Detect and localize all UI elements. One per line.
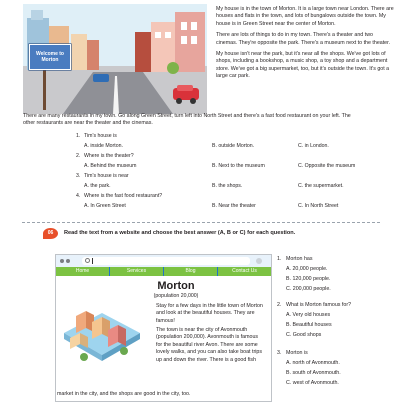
welcome-sign-text: Welcome to Morton: [36, 51, 64, 63]
option-c[interactable]: C. the supermarket.: [298, 183, 344, 189]
option-a[interactable]: A. 20,000 people.: [286, 266, 328, 272]
question-item: [277, 300, 397, 350]
question-item: [76, 193, 376, 213]
question-item: [277, 350, 397, 394]
exercise-badge: [43, 228, 58, 239]
nav-blog[interactable]: Blog: [163, 267, 217, 276]
question-item: [76, 153, 376, 173]
option-c[interactable]: C. in London.: [298, 143, 329, 149]
passage-paragraph-4: There are many restaurants in my town. Go along Green Street, turn left into North Street and there's a fast food restaurant on your left. The other restaurants are near the theater and the cinemas.: [23, 113, 351, 127]
passage-paragraph-1: My house is in the town of Morton. It is a large town near London. There are houses and flats in the town, and lots of bungalows outside the town. My house is in Green Street near the center of Morton.: [216, 6, 394, 27]
browser-dot-icon: [60, 259, 64, 263]
option-b[interactable]: B. Beautiful houses: [286, 322, 332, 328]
question-number: 2.: [277, 302, 282, 308]
site-subtitle: (population 20,000): [153, 293, 199, 299]
question-list-2: [277, 256, 397, 394]
option-a[interactable]: A. Behind the museum: [84, 163, 137, 169]
nav-contact[interactable]: Contact Us: [217, 267, 271, 276]
question-text: Tim's house is near: [84, 173, 129, 179]
option-c[interactable]: C. Opposite the museum: [298, 163, 356, 169]
option-b[interactable]: B. south of Avonmouth.: [286, 370, 341, 376]
passage-paragraph-3: My house isn't near the park, but it's near all the shops. We've got lots of shops, including a bookshop, a music shop, a toy shop and a department store. We've got a big supermarket, too, but it's outside the town. It's got a large car park.: [216, 51, 390, 80]
exercise-instruction: Read the text from a website and choose the best answer (A, B or C) for each question.: [64, 230, 296, 236]
site-title: Morton: [157, 280, 195, 292]
welcome-sign: [29, 44, 71, 70]
question-text: Morton is: [286, 350, 308, 356]
option-a[interactable]: A. Very old houses: [286, 312, 331, 318]
question-list-1: [76, 133, 376, 213]
search-icon[interactable]: [85, 258, 90, 263]
nav-services[interactable]: Services: [109, 267, 163, 276]
option-a[interactable]: A. north of Avonmouth.: [286, 360, 340, 366]
option-b[interactable]: B. Next to the museum: [212, 163, 265, 169]
option-c[interactable]: C. 200,000 people.: [286, 286, 331, 292]
option-b[interactable]: B. the shops.: [212, 183, 243, 189]
option-b[interactable]: B. Near the theater: [212, 203, 256, 209]
question-text: What is Morton famous for?: [286, 302, 352, 308]
site-paragraph-1: Stay for a few days in the little town of Morton and look at the beautiful houses. They are famous!: [156, 303, 263, 324]
menu-icon[interactable]: [256, 258, 262, 264]
question-text: Morton has: [286, 256, 313, 262]
option-c[interactable]: C. Good shops: [286, 332, 322, 338]
option-b[interactable]: B. outside Morton.: [212, 143, 255, 149]
website-mock: [55, 254, 272, 402]
nav-home[interactable]: Home: [56, 267, 109, 276]
question-number: 1.: [277, 256, 282, 262]
url-cursor: [92, 258, 93, 264]
question-number: 1.: [76, 133, 81, 139]
passage-paragraph-2: There are lots of things to do in my town. There's a theater and two cinemas. They're opposite the park. There's a museum next to the theater.: [216, 32, 391, 46]
site-paragraph-3: market in the city, and the shops are good in the city, too.: [57, 391, 191, 397]
option-c[interactable]: C. In North Street: [298, 203, 339, 209]
section-divider: [22, 222, 380, 223]
browser-dot-icon: [66, 259, 70, 263]
question-number: 4.: [76, 193, 81, 199]
exercise-number: 06: [47, 230, 54, 236]
question-text: Tim's house is: [84, 133, 117, 139]
option-b[interactable]: B. 120,000 people.: [286, 276, 331, 282]
question-item: [76, 133, 376, 153]
town-illustration: [23, 4, 207, 114]
option-c[interactable]: C. west of Avonmouth.: [286, 380, 339, 386]
question-item: [76, 173, 376, 193]
option-a[interactable]: A. inside Morton.: [84, 143, 123, 149]
site-paragraph-2: The town is near the city of Avonmouth (population 200,000). Avonmouth is famous for the beautiful river Avon. There are some lovely walks, and you can also take boat trips up and down the river. There is a good fish: [156, 327, 262, 363]
question-number: 3.: [277, 350, 282, 356]
address-bar[interactable]: [82, 257, 250, 265]
question-number: 3.: [76, 173, 81, 179]
question-item: [277, 256, 397, 300]
site-nav: [56, 267, 271, 276]
question-text: Where is the fast food restaurant?: [84, 193, 163, 199]
browser-bar: [56, 255, 271, 267]
option-a[interactable]: A. In Green Street: [84, 203, 126, 209]
question-text: Where is the theater?: [84, 153, 134, 159]
option-a[interactable]: A. the park.: [84, 183, 111, 189]
question-number: 2.: [76, 153, 81, 159]
isometric-town-image: [62, 303, 142, 385]
